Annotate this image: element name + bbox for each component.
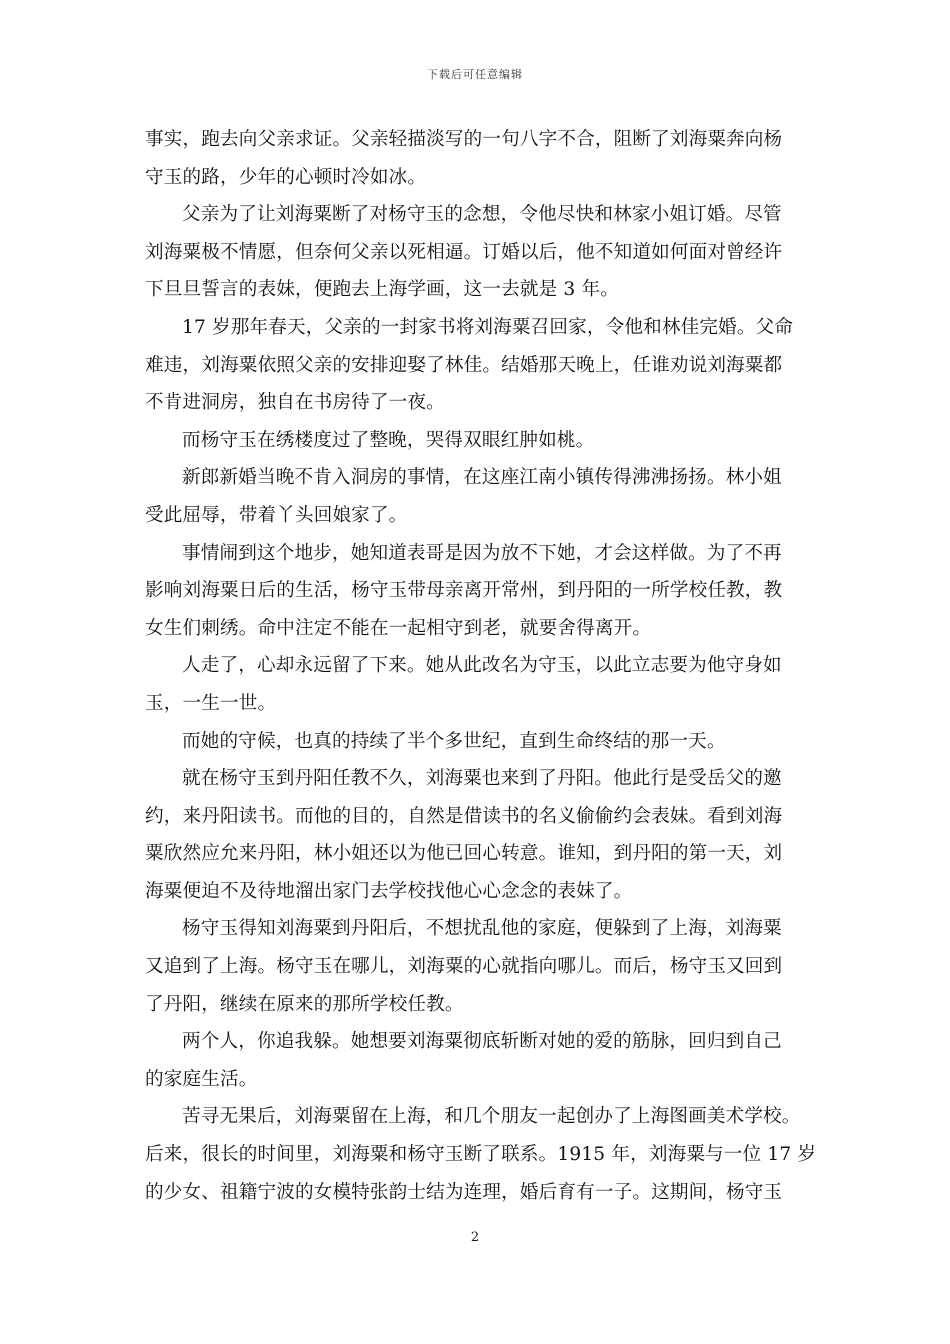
page-header: 下载后可任意编辑	[427, 68, 523, 81]
text-line: 父亲为了让刘海粟断了对杨守玉的念想，令他尽快和林家小姐订婚。尽管	[182, 204, 782, 226]
text-line: 又追到了上海。杨守玉在哪儿，刘海粟的心就指向哪儿。而后，杨守玉又回到	[145, 956, 783, 978]
page-number: 2	[470, 1230, 480, 1245]
text-line: 苦寻无果后，刘海粟留在上海，和几个朋友一起创办了上海图画美术学校。	[182, 1106, 801, 1128]
text-line: 不肯进洞房，独自在书房待了一夜。	[145, 392, 445, 414]
body-text	[145, 121, 817, 1211]
text-line: 下旦旦誓言的表妹，便跑去上海学画，这一去就是 3 年。	[145, 279, 619, 301]
text-line: 事实，跑去向父亲求证。父亲轻描淡写的一句八字不合，阻断了刘海粟奔向杨	[145, 129, 783, 150]
text-line: 杨守玉得知刘海粟到丹阳后，不想扰乱他的家庭，便躲到了上海，刘海粟	[182, 918, 782, 940]
text-line: 而她的守候，也真的持续了半个多世纪，直到生命终结的那一天。	[182, 730, 726, 752]
text-line: 守玉的路，少年的心顿时冷如冰。	[145, 166, 427, 188]
text-line: 人走了，心却永远留了下来。她从此改名为守玉，以此立志要为他守身如	[182, 655, 782, 677]
text-line: 海粟便迫不及待地溜出家门去学校找他心心念念的表妹了。	[145, 880, 633, 902]
text-line: 难违，刘海粟依照父亲的安排迎娶了林佳。结婚那天晚上，任谁劝说刘海粟都	[145, 354, 783, 376]
text-line: 两个人，你追我躲。她想要刘海粟彻底斩断对她的爱的筋脉，回归到自己	[182, 1031, 782, 1053]
text-line: 而杨守玉在绣楼度过了整晚，哭得双眼红肿如桃。	[182, 429, 595, 451]
text-line: 新郎新婚当晚不肯入洞房的事情，在这座江南小镇传得沸沸扬扬。林小姐	[182, 467, 782, 489]
text-line: 就在杨守玉到丹阳任教不久，刘海粟也来到了丹阳。他此行是受岳父的邀	[182, 768, 782, 790]
text-line: 事情闹到这个地步，她知道表哥是因为放不下她，才会这样做。为了不再	[182, 542, 782, 564]
text-line: 粟欣然应允来丹阳，林小姐还以为他已回心转意。谁知，到丹阳的第一天，刘	[145, 843, 783, 865]
text-line: 玉，一生一世。	[145, 692, 277, 714]
text-line: 17 岁那年春天，父亲的一封家书将刘海粟召回家，令他和林佳完婚。父命	[182, 316, 794, 338]
text-line: 的少女、祖籍宁波的女模特张韵士结为连理，婚后育有一子。这期间，杨守玉	[145, 1181, 783, 1203]
text-line: 后来，很长的时间里，刘海粟和杨守玉断了联系。1915 年，刘海粟与一位 17 岁	[145, 1144, 817, 1166]
text-line: 的家庭生活。	[145, 1068, 258, 1090]
text-line: 了丹阳，继续在原来的那所学校任教。	[145, 993, 464, 1015]
text-line: 女生们刺绣。命中注定不能在一起相守到老，就要舍得离开。	[145, 617, 652, 639]
text-line: 约，来丹阳读书。而他的目的，自然是借读书的名义偷偷约会表妹。看到刘海	[145, 805, 783, 827]
text-line: 刘海粟极不情愿，但奈何父亲以死相逼。订婚以后，他不知道如何面对曾经许	[145, 241, 783, 263]
text-line: 影响刘海粟日后的生活，杨守玉带母亲离开常州，到丹阳的一所学校任教，教	[145, 580, 783, 602]
text-line: 受此屈辱，带着丫头回娘家了。	[145, 504, 408, 526]
